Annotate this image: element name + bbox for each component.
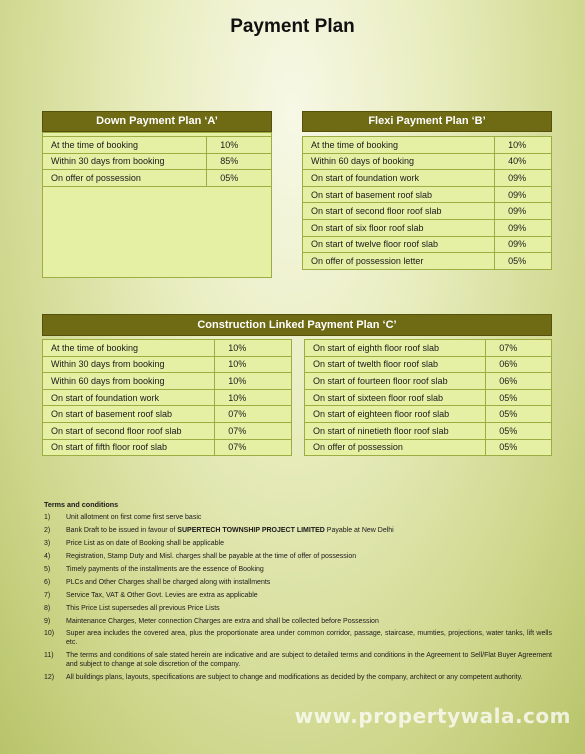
- terms-item-number: 1): [44, 514, 51, 521]
- table-row: [303, 253, 552, 270]
- row-value: 85%: [207, 153, 272, 170]
- terms-item-text: PLCs and Other Charges shall be charged along with installments: [66, 578, 271, 586]
- row-label: On start of foundation work: [43, 389, 215, 406]
- terms-item: [44, 566, 552, 575]
- terms-item: [44, 674, 552, 683]
- table-row: [43, 439, 292, 456]
- table-row: [43, 422, 292, 439]
- terms-item-number: 12): [44, 673, 55, 681]
- table-row: [305, 373, 552, 390]
- row-value: 05%: [495, 253, 552, 270]
- row-label: On start of twelth floor roof slab: [305, 356, 486, 373]
- terms-item-text: [66, 527, 552, 536]
- row-label: On start of fourteen floor roof slab: [305, 373, 486, 390]
- terms-item: [44, 527, 552, 536]
- row-value: 09%: [495, 236, 552, 253]
- row-value: 06%: [486, 373, 552, 390]
- terms-item-number: 4): [44, 552, 51, 560]
- terms-item-number: 6): [44, 578, 51, 586]
- row-label: On start of sixteen floor roof slab: [305, 389, 486, 406]
- row-label: On start of eighth floor roof slab: [305, 340, 486, 357]
- table-row: [305, 422, 552, 439]
- table-row: [43, 356, 292, 373]
- terms-item-text: Maintenance Charges, Meter connection Charges are extra and shall be collected before Possession: [66, 617, 379, 625]
- row-label: Within 60 days from booking: [43, 373, 215, 390]
- table-row: [43, 153, 272, 170]
- terms-item-text: Registration, Stamp Duty and Misl. charges shall be payable at the time of offer of possession: [66, 552, 357, 560]
- row-label: On start of foundation work: [303, 170, 495, 187]
- row-label: On start of six floor roof slab: [303, 219, 495, 236]
- row-value: 05%: [486, 406, 552, 423]
- row-value: 07%: [486, 340, 552, 357]
- table-row: [303, 153, 552, 170]
- plan-b-heading: Flexi Payment Plan ‘B’: [302, 111, 552, 132]
- row-label: At the time of booking: [43, 340, 215, 357]
- plan-a-table: [42, 136, 272, 187]
- row-label: Within 30 days from booking: [43, 356, 215, 373]
- row-label: On offer of possession letter: [303, 253, 495, 270]
- terms-item-text: Price List as on date of Booking shall be applicable: [66, 539, 224, 547]
- table-row: [303, 236, 552, 253]
- terms-item: [44, 652, 552, 670]
- terms-item-text: Unit allotment on first come first serve basic: [66, 514, 202, 521]
- table-row: [43, 373, 292, 390]
- terms-item-number: 7): [44, 591, 51, 599]
- row-label: On offer of possession: [43, 170, 207, 187]
- table-row: [43, 137, 272, 154]
- terms-item-text: Timely payments of the installments are the essence of Booking: [66, 565, 264, 573]
- row-value: 06%: [486, 356, 552, 373]
- table-row: [303, 186, 552, 203]
- row-value: 10%: [215, 373, 292, 390]
- terms-item: [44, 618, 552, 627]
- table-row: [303, 170, 552, 187]
- terms-item: [44, 605, 552, 614]
- table-row: [305, 356, 552, 373]
- row-label: On start of twelve floor roof slab: [303, 236, 495, 253]
- plan-a-heading: Down Payment Plan ‘A’: [42, 111, 272, 132]
- terms-item: [44, 514, 552, 523]
- row-value: 05%: [486, 389, 552, 406]
- row-value: 10%: [495, 137, 552, 154]
- row-value: 09%: [495, 203, 552, 220]
- watermark: www.propertywala.com: [294, 704, 571, 728]
- terms-item: [44, 592, 552, 601]
- row-label: On start of basement roof slab: [303, 186, 495, 203]
- table-row: [303, 203, 552, 220]
- row-value: 07%: [215, 439, 292, 456]
- plan-c-left-table: [42, 339, 292, 456]
- row-label: On start of second floor roof slab: [303, 203, 495, 220]
- row-label: On start of eighteen floor roof slab: [305, 406, 486, 423]
- terms-item: [44, 540, 552, 549]
- row-label: On offer of possession: [305, 439, 486, 456]
- plan-c-heading: Construction Linked Payment Plan ‘C’: [42, 314, 552, 336]
- terms-item-number: 11): [44, 652, 54, 660]
- row-value: 09%: [495, 170, 552, 187]
- row-label: On start of second floor roof slab: [43, 422, 215, 439]
- row-value: 05%: [207, 170, 272, 187]
- row-value: 10%: [215, 340, 292, 357]
- table-row: [43, 389, 292, 406]
- row-label: On start of fifth floor roof slab: [43, 439, 215, 456]
- terms-text-part: Payable at New Delhi: [324, 526, 394, 534]
- terms-item-number: 3): [44, 539, 51, 547]
- row-label: Within 60 days of booking: [303, 153, 495, 170]
- page-title: Payment Plan: [230, 16, 355, 37]
- terms-heading: Terms and conditions: [44, 500, 119, 509]
- terms-item-text: The terms and conditions of sale stated herein are indicative and are subject to detailed terms and conditions in the Agreement to Sell/Flat Buyer Agreement and subject to change at sole discretion of the company.: [66, 652, 552, 668]
- row-label: On start of ninetieth floor roof slab: [305, 422, 486, 439]
- terms-item: [44, 630, 552, 648]
- table-row: [305, 389, 552, 406]
- row-value: 10%: [215, 389, 292, 406]
- row-value: 10%: [207, 137, 272, 154]
- row-value: 05%: [486, 422, 552, 439]
- terms-text-part: Bank Draft to be issued in favour of: [66, 526, 178, 534]
- table-row: [305, 439, 552, 456]
- row-value: 09%: [495, 186, 552, 203]
- terms-item-number: 9): [44, 617, 51, 625]
- terms-item-text: Service Tax, VAT & Other Govt. Levies are extra as applicable: [66, 591, 258, 599]
- plan-b-table: [302, 136, 552, 270]
- company-name: SUPERTECH TOWNSHIP PROJECT LIMITED: [177, 526, 325, 534]
- table-row: [303, 219, 552, 236]
- plan-c-right-table: [304, 339, 552, 456]
- table-row: [305, 340, 552, 357]
- row-label: Within 30 days from booking: [43, 153, 207, 170]
- table-row: [43, 406, 292, 423]
- row-value: 10%: [215, 356, 292, 373]
- row-label: On start of basement roof slab: [43, 406, 215, 423]
- row-value: 40%: [495, 153, 552, 170]
- row-value: 07%: [215, 422, 292, 439]
- row-label: At the time of booking: [43, 137, 207, 154]
- terms-item-number: 2): [44, 526, 51, 534]
- terms-item-text: All buildings plans, layouts, specifications are subject to change and modifications as decided by the company, architect or any competent authority.: [66, 673, 523, 681]
- row-value: 09%: [495, 219, 552, 236]
- table-row: [43, 340, 292, 357]
- terms-item: [44, 579, 552, 588]
- table-row: [43, 170, 272, 187]
- terms-item-number: 5): [44, 565, 51, 573]
- table-row: [305, 406, 552, 423]
- terms-item: [44, 553, 552, 562]
- table-row: [303, 137, 552, 154]
- terms-item-text: This Price List supersedes all previous Price Lists: [66, 604, 220, 612]
- terms-item-number: 10): [44, 630, 55, 638]
- row-value: 07%: [215, 406, 292, 423]
- row-label: At the time of booking: [303, 137, 495, 154]
- terms-section: [44, 500, 552, 687]
- row-value: 05%: [486, 439, 552, 456]
- terms-item-number: 8): [44, 604, 51, 612]
- terms-item-text: Super area includes the covered area, plus the proportionate area under common corridor, passage, staircase, mumties, projections, water tanks, lift wells etc.: [66, 630, 552, 647]
